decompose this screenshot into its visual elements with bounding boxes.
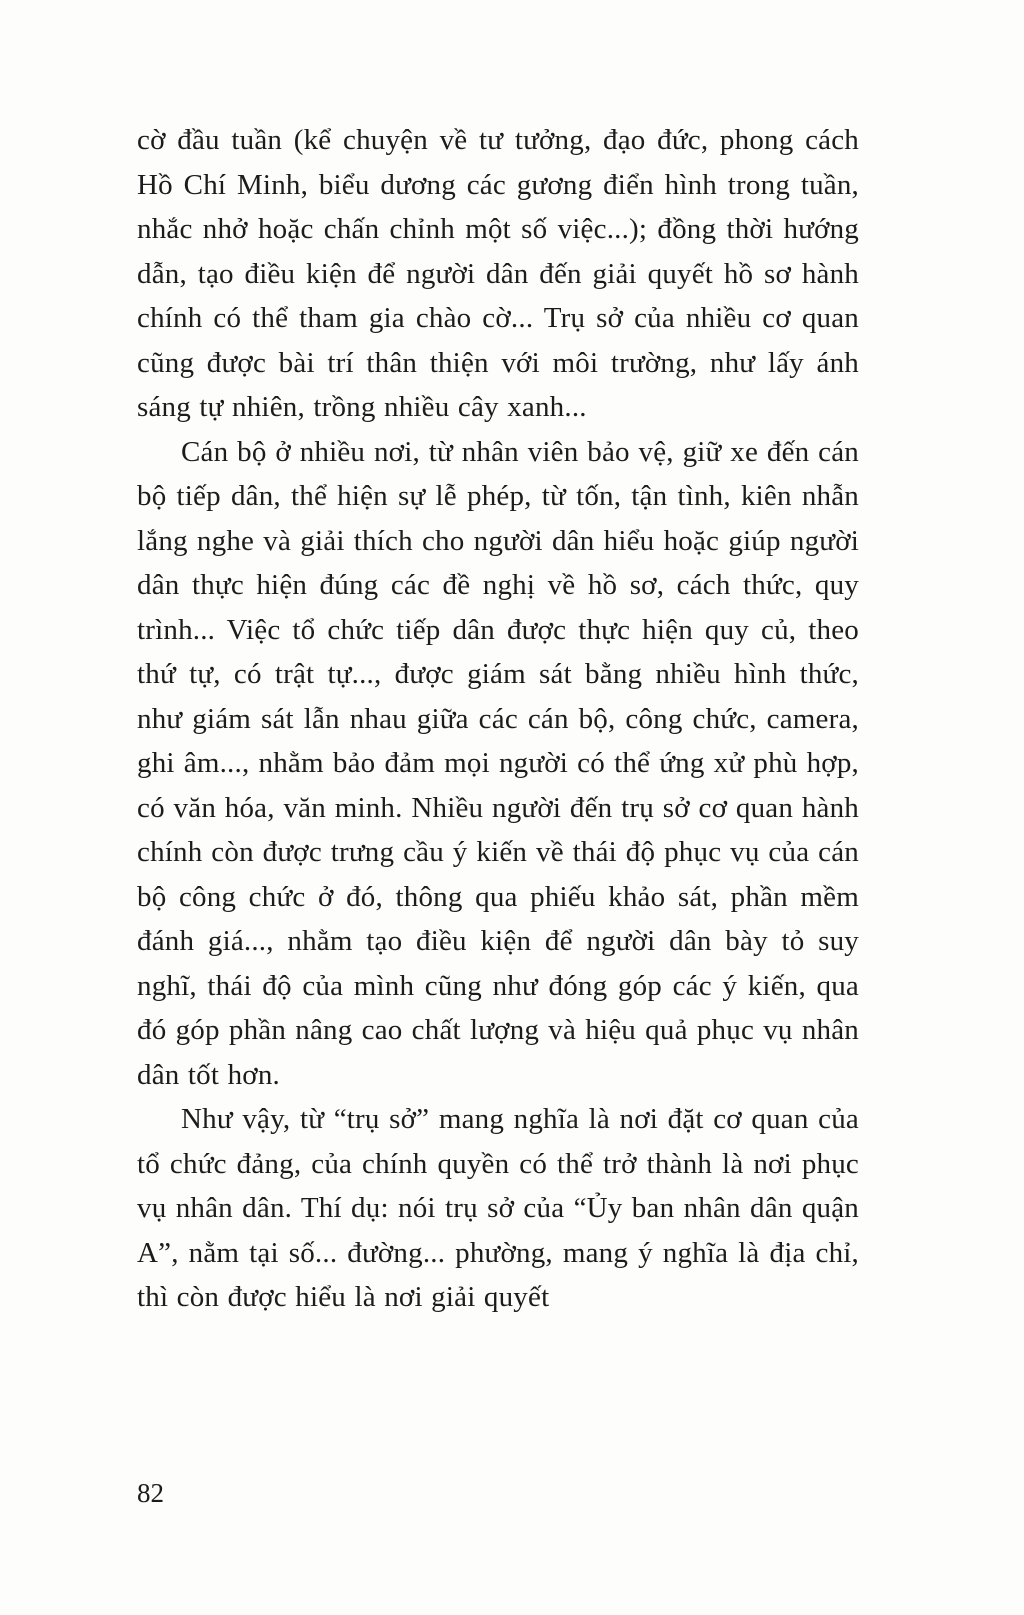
page-number: 82: [137, 1478, 164, 1508]
paragraph-3: Như vậy, từ “trụ sở” mang nghĩa là nơi đặt cơ quan của tổ chức đảng, của chính quyền có thể trở thành là nơi phục vụ nhân dân. Thí dụ: nói trụ sở của “Ủy ban nhân dân quận A”, nằm tại số... đường... phường, mang ý nghĩa là địa chỉ, thì còn được hiểu là nơi giải quyết: [137, 1103, 859, 1313]
paragraph-1: cờ đầu tuần (kể chuyện về tư tưởng, đạo đức, phong cách Hồ Chí Minh, biểu dương các gương điển hình trong tuần, nhắc nhở hoặc chấn chỉnh một số việc...); đồng thời hướng dẫn, tạo điều kiện để người dân đến giải quyết hồ sơ hành chính có thể tham gia chào cờ... Trụ sở của nhiều cơ quan cũng được bài trí thân thiện với môi trường, như lấy ánh sáng tự nhiên, trồng nhiều cây xanh...: [137, 124, 859, 423]
paragraph-2: Cán bộ ở nhiều nơi, từ nhân viên bảo vệ, giữ xe đến cán bộ tiếp dân, thể hiện sự lễ phép, từ tốn, tận tình, kiên nhẫn lắng nghe và giải thích cho người dân hiểu hoặc giúp người dân thực hiện đúng các đề nghị về hồ sơ, cách thức, quy trình... Việc tổ chức tiếp dân được thực hiện quy củ, theo thứ tự, có trật tự..., được giám sát bằng nhiều hình thức, như giám sát lẫn nhau giữa các cán bộ, công chức, camera, ghi âm..., nhằm bảo đảm mọi người có thể ứng xử phù hợp, có văn hóa, văn minh. Nhiều người đến trụ sở cơ quan hành chính còn được trưng cầu ý kiến về thái độ phục vụ của cán bộ công chức ở đó, thông qua phiếu khảo sát, phần mềm đánh giá..., nhằm tạo điều kiện để người dân bày tỏ suy nghĩ, thái độ của mình cũng như đóng góp các ý kiến, qua đó góp phần nâng cao chất lượng và hiệu quả phục vụ nhân dân tốt hơn.: [137, 435, 859, 1091]
text-block: [137, 118, 859, 1320]
